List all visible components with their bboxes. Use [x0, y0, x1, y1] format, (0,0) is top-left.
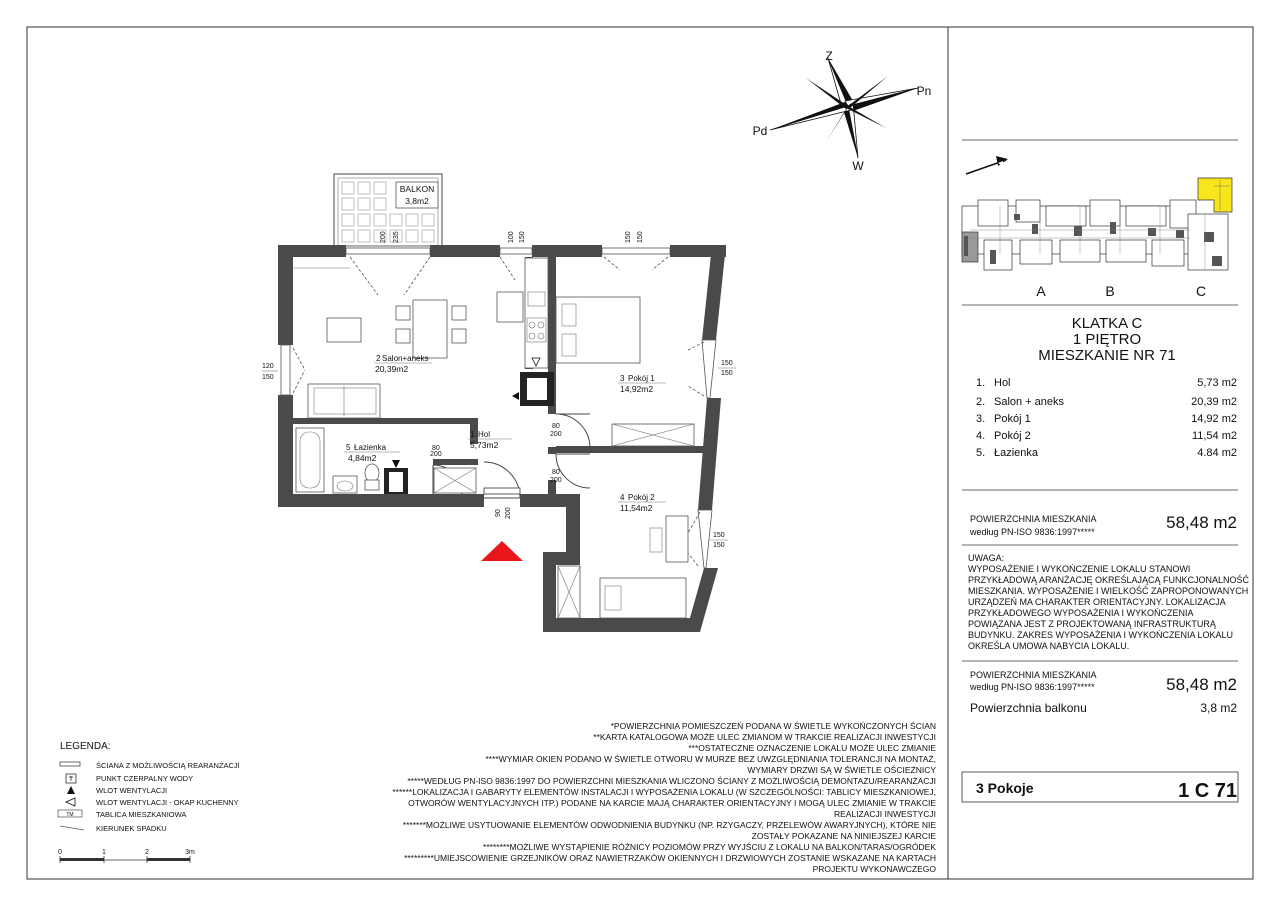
- header-klatka: KLATKA C: [1071, 315, 1143, 332]
- footnote-10: *******MOŻLIWE USYTUOWANIE ELEMENTÓW ODWODNIENIA BUDYNKU (NP. RZYGACZY, PRZELEWÓW AWARYJNYCH), KTÓRE NIE: [402, 820, 936, 830]
- room-list-area-4: 11,54 m2: [1191, 430, 1237, 442]
- distribution-board-icon: [58, 810, 82, 818]
- legend: [58, 741, 240, 863]
- room-list-no-2: 2.: [976, 396, 986, 408]
- plan-room5-area: 4,84m2: [348, 453, 377, 463]
- footnote-3: ***OSTATECZNE OZNACZENIE LOKALU MOŻE ULEC ZMIANIE: [688, 743, 936, 753]
- dim-room1-door-h: 200: [550, 431, 562, 438]
- plan-room1-area: 5,73m2: [470, 440, 499, 450]
- balcony-area: 3,8m2: [405, 196, 429, 206]
- dim-room2-window-w: 150: [713, 532, 725, 539]
- dim-balcony-door-h: 235: [393, 231, 400, 243]
- footnotes: [392, 720, 936, 874]
- keyplan-label-c: C: [1195, 283, 1207, 299]
- plan-room2-name: Salon+aneks: [382, 354, 429, 363]
- uwaga-line-5: PRZYKŁADOWEGO WYPOSAŻENIA I WYKOŃCZENIA: [968, 608, 1194, 618]
- vent-inlet-icon: [67, 786, 75, 794]
- room-list-area-1: 5,73 m2: [1197, 377, 1237, 389]
- rooms-count: 3 Pokoje: [976, 780, 1034, 796]
- footnote-4: ****WYMIAR OKIEN PODANO W ŚWIETLE OTWORU W MURZE BEZ UWZGLĘDNIANIA TOLERANCJI NA MONTAŻ,: [485, 754, 936, 764]
- rearrangeable-wall-icon: [60, 762, 80, 766]
- plan-room5-name: Łazienka: [354, 443, 387, 452]
- footnote-13: *********UMIEJSCOWIENIE GRZEJNIKÓW ORAZ NAWIETRZAKÓW OKIENNYCH I DRZWIOWYCH ZOSTANIE WSKAZANE NA KARTACH: [404, 853, 936, 863]
- total-area-norm-2: według PN-ISO 9836:1997*****: [970, 682, 1095, 692]
- room-list-name-5: Łazienka: [994, 447, 1039, 459]
- compass-east-label: Pn: [916, 84, 932, 98]
- room-list-area-2: 20,39 m2: [1191, 396, 1237, 408]
- balcony: [334, 174, 442, 246]
- plan-room4-name: Pokój 2: [628, 493, 655, 502]
- balcony-area-label: Powierzchnia balkonu: [970, 701, 1087, 715]
- dim-room1-side-window-h: 150: [721, 370, 733, 377]
- footnote-1: *POWIERZCHNIA POMIESZCZEŃ PODANA W ŚWIETLE WYKOŃCZONYCH ŚCIAN: [610, 721, 936, 731]
- legend-item-6: KIERUNEK SPADKU: [96, 824, 167, 833]
- keyplan-highlight: [1198, 178, 1232, 212]
- footnote-14: PROJEKTU WYKONAWCZEGO: [812, 864, 936, 874]
- legend-item-1: ŚCIANA Z MOŻLIWOŚCIĄ REARANŻACJI: [96, 761, 240, 770]
- dim-room2-door-w: 80: [552, 469, 560, 476]
- header-pietro: 1 PIĘTRO: [1072, 331, 1142, 348]
- dim-room2-window-h: 150: [713, 542, 725, 549]
- room-list-name-2: Salon + aneks: [994, 396, 1065, 408]
- tm-symbol: TM: [66, 812, 74, 818]
- header-mieszkanie: MIESZKANIE NR 71: [1038, 347, 1176, 364]
- dim-entry-door-h: 200: [505, 507, 512, 519]
- footnote-6: *****WEDŁUG PN-ISO 9836:1997 DO POWIERZCHNI MIESZKANIA WLICZONO ŚCIANY Z MOŻLIWOŚCIĄ DEMONTAŻU/REARANŻACJI: [407, 776, 936, 786]
- dim-balcony-door-w: 200: [380, 231, 387, 243]
- uwaga-line-8: OKREŚLA UMOWA NABYCIA LOKALU.: [968, 641, 1130, 651]
- plan-room2-no: 2: [376, 354, 381, 363]
- room-list-no-5: 5.: [976, 447, 986, 459]
- dim-room1-window-h: 150: [637, 231, 644, 243]
- total-area-label: POWIERZCHNIA MIESZKANIA: [970, 514, 1097, 524]
- room-list-area-5: 4.84 m2: [1197, 447, 1237, 459]
- uwaga-note: [968, 553, 1250, 651]
- dim-room1-door-w: 80: [552, 423, 560, 430]
- footnote-9: REALIZACJI INWESTYCJI: [833, 809, 936, 819]
- scale-0: 0: [58, 849, 62, 856]
- legend-item-5: TABLICA MIESZKANIOWA: [96, 810, 187, 819]
- keyplan-label-b: B: [1105, 283, 1115, 299]
- dim-room1-window-w: 150: [625, 231, 632, 243]
- unit-code: 1 C 71: [1178, 780, 1237, 802]
- plan-room4-area: 11,54m2: [620, 503, 653, 513]
- room-list-no-3: 3.: [976, 413, 986, 425]
- plan-room1-name: Hol: [478, 430, 491, 439]
- room1-furniture: [556, 297, 694, 446]
- plan-room1-no: 1: [470, 430, 475, 439]
- plan-room5-no: 5: [346, 443, 351, 452]
- total-area-block-2: [969, 670, 1237, 715]
- slope-direction-icon: [60, 826, 84, 830]
- uwaga-line-1: WYPOSAŻENIE I WYKOŃCZENIE LOKALU STANOWI: [968, 564, 1191, 574]
- room-list-no-1: 1.: [976, 377, 986, 389]
- room-list-name-4: Pokój 2: [994, 430, 1031, 442]
- uwaga-line-3: MIESZKANIA. WYPOSAŻENIE I WIELKOŚĆ ZAPROPONOWANYCH: [968, 586, 1249, 596]
- footnote-8: OTWORÓW WENTYLACYJNYCH ITP.) PODANE NA KARCIE MAJĄ CHARAKTER ORIENTACYJNY I MOGĄ ULEC ZMIANIE W TRAKCIE: [408, 798, 936, 808]
- total-area-block: [969, 513, 1237, 537]
- dim-kitchen-window-h: 150: [519, 231, 526, 243]
- total-area-norm: według PN-ISO 9836:1997*****: [970, 527, 1095, 537]
- footnote-7: ******LOKALIZACJA I GABARYTY ELEMENTÓW INSTALACJI I WYPOSAŻENIA LOKALU (W SZCZEGÓLNOŚCI: TABLICY MIESZKANIOWEJ,: [392, 787, 936, 797]
- total-area-value: 58,48 m2: [1166, 513, 1237, 532]
- uwaga-line-7: BUDYNKU. ZAKRES WYPOSAŻENIA I WYKOŃCZENIA LOKALU: [968, 630, 1234, 640]
- plan-room3-name: Pokój 1: [628, 374, 655, 383]
- dim-salon-window-w: 120: [262, 363, 274, 370]
- plan-room3-no: 3: [620, 374, 625, 383]
- floor-plan: [262, 174, 736, 632]
- dim-room1-side-window-w: 150: [721, 360, 733, 367]
- building-key-plan: [962, 156, 1232, 299]
- footnote-2: **KARTA KATALOGOWA MOŻE ULEC ZMIANOM W TRAKCIE REALIZACJI INWESTYCJI: [593, 732, 936, 742]
- dim-entry-door-w: 90: [495, 509, 502, 517]
- entry-arrow-icon: [481, 541, 523, 561]
- compass-south-label: W: [852, 159, 864, 173]
- compass-west-label: Pd: [752, 124, 768, 138]
- compass-rose: [753, 49, 932, 173]
- water-point-icon: [66, 774, 76, 783]
- uwaga-line-4: URZĄDZEŃ MA CHARAKTER ORIENTACYJNY. LOKALIZACJA: [968, 597, 1226, 607]
- apartment-header: [1038, 315, 1176, 364]
- uwaga-line-2: PRZYKŁADOWĄ ARANŻACJĘ OKREŚLAJĄCĄ FUNKCJONALNOŚĆ: [968, 575, 1250, 585]
- total-area-value-2: 58,48 m2: [1166, 675, 1237, 694]
- uwaga-line-6: POWIĄZANA JEST Z PROJEKTOWANĄ INFRASTRUKTURĄ: [968, 619, 1216, 629]
- legend-title: LEGENDA:: [60, 741, 111, 752]
- room-list-no-4: 4.: [976, 430, 986, 442]
- balcony-name: BALKON: [399, 184, 435, 194]
- room-list-name-3: Pokój 1: [994, 413, 1031, 425]
- footnote-11: ZOSTAŁY POKAZANE NA NINIEJSZEJ KARCIE: [751, 831, 936, 841]
- room-list-name-1: Hol: [994, 377, 1011, 389]
- balcony-area-value: 3,8 m2: [1200, 701, 1237, 715]
- dim-room2-door-h: 200: [550, 477, 562, 484]
- hood-vent-icon: [66, 798, 75, 806]
- total-area-label-2: POWIERZCHNIA MIESZKANIA: [970, 670, 1097, 680]
- legend-item-4: WLOT WENTYLACJI - OKAP KUCHENNY: [96, 798, 239, 807]
- plan-room4-no: 4: [620, 493, 625, 502]
- scale-bar: [58, 849, 195, 863]
- unit-code-box: [962, 772, 1238, 802]
- footnote-5: WYMIARY DRZWI SĄ W ŚWIETLE OŚCIEŻNICY: [747, 765, 936, 775]
- room-list-area-3: 14,92 m2: [1191, 413, 1237, 425]
- plan-room3-area: 14,92m2: [620, 384, 654, 394]
- footnote-12: ********MOŻLIWE WYSTĄPIENIE RÓŻNICY POZIOMÓW PRZY WYJŚCIU Z LOKALU NA BALKON/TARAS/OGRÓDEK: [483, 842, 936, 852]
- compass-north-label: Z: [825, 49, 833, 63]
- dim-bath-door-h: 200: [430, 451, 442, 458]
- legend-item-2: PUNKT CZERPALNY WODY: [96, 774, 194, 783]
- dim-salon-window-h: 150: [262, 374, 274, 381]
- keyplan-label-a: A: [1036, 283, 1046, 299]
- room-area-list: [976, 377, 1237, 459]
- scale-1: 1: [102, 849, 106, 856]
- uwaga-title: UWAGA:: [968, 553, 1005, 563]
- legend-item-3: WLOT WENTYLACJI: [96, 786, 168, 795]
- dim-bath-door-w: 80: [432, 445, 440, 452]
- plan-room2-area: 20,39m2: [375, 364, 409, 374]
- scale-3: 3m: [185, 849, 195, 856]
- scale-2: 2: [145, 849, 149, 856]
- north-arrow-icon: [966, 156, 1008, 174]
- dim-kitchen-window-w: 100: [508, 231, 515, 243]
